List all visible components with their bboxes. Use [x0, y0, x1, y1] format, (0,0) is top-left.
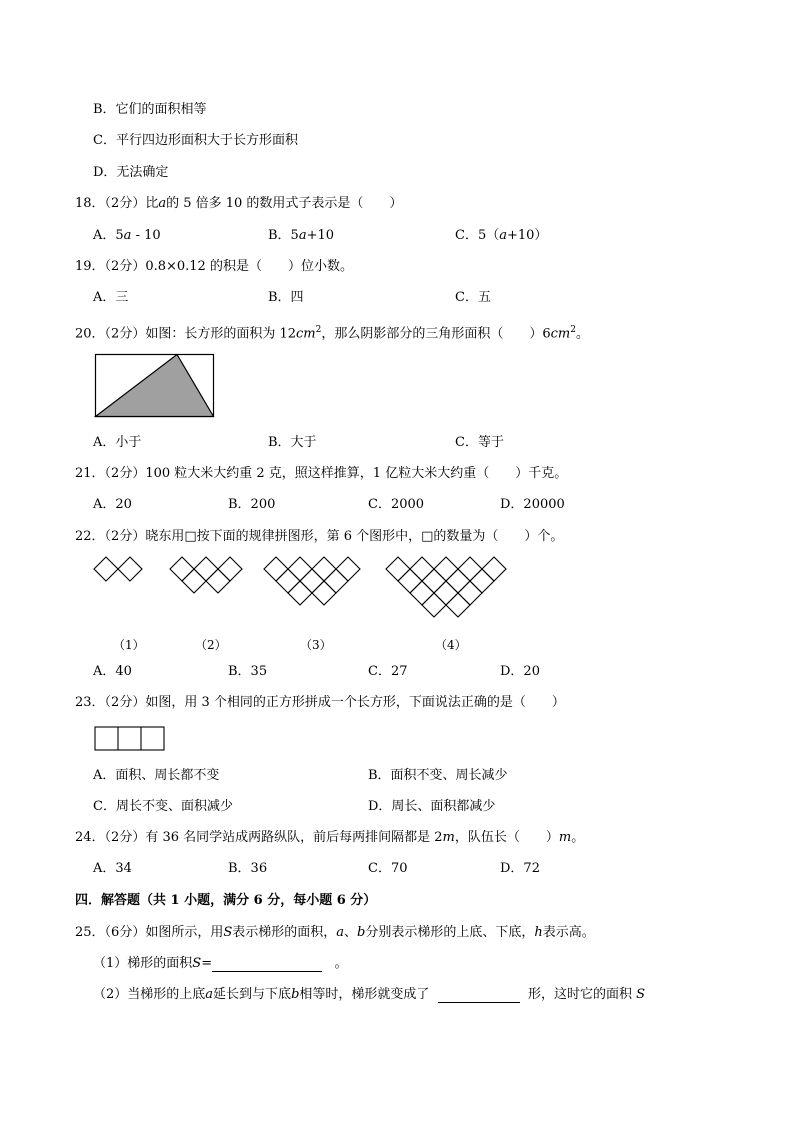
q23-three-squares-figure [94, 726, 166, 752]
q20-rectangle-figure [94, 353, 216, 419]
q21-option-b: B．200 [228, 497, 276, 512]
q25-part-2: （2）当梯形的上底a延长到与下底b相等时，梯形就变成了 形，这时它的面积 S [93, 987, 645, 1002]
section-4-heading: 四．解答题（共 1 小题，满分 6 分，每小题 6 分） [75, 893, 377, 908]
q25-answer-blank-1[interactable] [212, 957, 322, 972]
q25-answer-blank-2[interactable] [438, 988, 520, 1003]
q20-option-a: A．小于 [93, 435, 142, 450]
q24-option-b: B．36 [228, 861, 268, 876]
q17-option-b: B．它们的面积相等 [93, 102, 207, 117]
q18-stem: 18．（2分）比a的 5 倍多 10 的数用式子表示是（ ） [75, 196, 403, 211]
q23-option-d: D．周长、面积都减少 [368, 799, 496, 814]
q21-stem: 21．（2分）100 粒大米大约重 2 克，照这样推算，1 亿粒大米大约重（ ）千克。 [75, 466, 568, 481]
q18-option-a: A．5a - 10 [93, 228, 161, 243]
q24-option-a: A．34 [93, 861, 132, 876]
q23-option-b: B．面积不变、周长减少 [368, 768, 508, 783]
q19-stem: 19．（2分）0.8×0.12 的积是（ ）位小数。 [75, 259, 353, 274]
q21-option-c: C．2000 [368, 497, 425, 512]
q25-part-1: （1）梯形的面积S= 。 [93, 956, 348, 971]
q22-label-2: （2） [195, 638, 227, 652]
q22-pattern-2 [168, 555, 254, 599]
q22-label-4: （4） [435, 638, 467, 652]
q24-option-d: D．72 [500, 861, 540, 876]
q19-option-a: A．三 [93, 290, 129, 305]
q18-option-c: C．5（a+10） [455, 228, 548, 243]
q22-option-b: B．35 [228, 664, 268, 679]
q24-option-c: C．70 [368, 861, 408, 876]
q18-option-b: B．5a+10 [268, 228, 335, 243]
q17-option-c: C．平行四边形面积大于长方形面积 [93, 133, 298, 148]
q20-option-c: C．等于 [455, 435, 504, 450]
q22-option-a: A．40 [93, 664, 132, 679]
q22-stem: 22．（2分）晓东用□按下面的规律拼图形，第 6 个图形中，□的数量为（ ）个。 [75, 529, 564, 544]
q21-option-d: D．20000 [500, 497, 565, 512]
q22-pattern-1 [92, 555, 152, 587]
q22-option-c: C．27 [368, 664, 408, 679]
q22-pattern-3 [262, 555, 374, 611]
q23-option-c: C．周长不变、面积减少 [93, 799, 233, 814]
q23-option-a: A．面积、周长都不变 [93, 768, 220, 783]
q22-label-3: （3） [300, 638, 332, 652]
q20-stem: 20．（2分）如图：长方形的面积为 $12cm^2$，那么阴影部分的三角形面积（ ）$6cm^2$。 [75, 325, 589, 342]
q24-stem: 24．（2分）有 36 名同学站成两路纵队，前后每两排间隔都是 2m，队伍长（ ）m。 [75, 830, 585, 845]
q23-stem: 23．（2分）如图，用 3 个相同的正方形拼成一个长方形，下面说法正确的是（ ） [75, 695, 565, 710]
q19-option-b: B．四 [268, 290, 304, 305]
q19-option-c: C．五 [455, 290, 491, 305]
q21-option-a: A．20 [93, 497, 132, 512]
q22-label-1: （1） [113, 638, 145, 652]
q22-pattern-4 [384, 555, 524, 627]
q17-option-d: D．无法确定 [93, 165, 169, 180]
q25-stem: 25．（6分）如图所示，用S表示梯形的面积，a、b分别表示梯形的上底、下底，h表示高。 [75, 925, 595, 940]
q22-option-d: D．20 [500, 664, 540, 679]
q20-option-b: B．大于 [268, 435, 317, 450]
